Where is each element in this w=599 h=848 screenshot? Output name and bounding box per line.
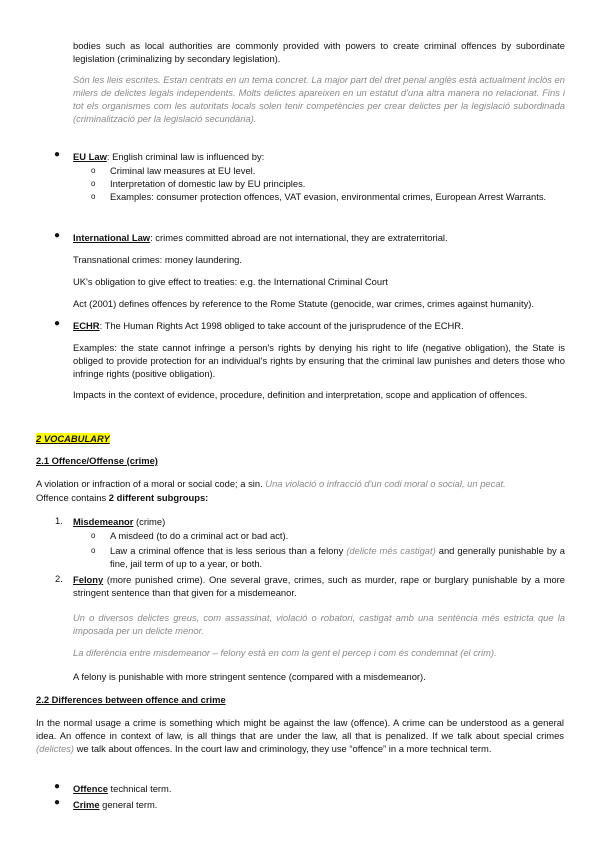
eu-law-text: : English criminal law is influenced by: [106, 151, 265, 162]
felony-note: A felony is punishable with more stringent sentence (compared with a misdemeanor). [73, 671, 426, 682]
eu-sub-item: Criminal law measures at EU level. [110, 165, 256, 176]
sub-item-text: and generally punishable by a fine, jail term of up to a year, or both. [110, 545, 565, 569]
echr-item [73, 319, 565, 332]
international-law-term: International Law [73, 232, 151, 243]
felony-catalan: Un o diversos delictes greus, com assassinat, violació o robatori, castigat amb una sentència més estricta que la imposada per un delicte menor. [73, 612, 565, 636]
sub-item-catalan: (delicte més castigat) [346, 545, 436, 556]
international-law-p2: UK's obligation to give effect to treaties: e.g. the International Criminal Court [73, 276, 388, 287]
offence-subgroups [36, 491, 564, 504]
circle-bullet-icon: o [91, 531, 96, 540]
bullet-icon: ● [54, 149, 61, 160]
intro-paragraph: bodies such as local authorities are commonly provided with powers to create criminal offences by subordinate legislation (criminalizing by secondary legislation). [73, 40, 565, 64]
crime-bullet [73, 798, 565, 811]
vocabulary-heading: 2 VOCABULARY [36, 433, 110, 444]
offence-bullet [73, 782, 565, 795]
misdemeanor-sub-item [110, 544, 565, 570]
felony-item [73, 573, 565, 599]
international-law-p1: Transnational crimes: money laundering. [73, 254, 243, 265]
subsection-heading: 2.1 Offence/Offense (crime) [36, 455, 158, 466]
differences-text: we talk about offences. In the court law and criminology, they use “offence” in a more technical term. [74, 743, 492, 754]
misdemeanor-rest: (crime) [133, 516, 166, 527]
offence-term: Offence [73, 783, 108, 794]
bullet-icon: ● [54, 318, 61, 329]
subsection-heading: 2.2 Differences between offence and crime [36, 694, 226, 705]
definition-english: A violation or infraction of a moral or social code; a sin. [36, 478, 263, 489]
misdemeanor-sub-item: A misdeed (to do a criminal act or bad act). [110, 530, 289, 541]
subgroups-intro: Offence contains [36, 492, 109, 503]
offence-desc: technical term. [107, 783, 172, 794]
offence-definition [36, 477, 564, 490]
crime-term: Crime [73, 799, 100, 810]
differences-paragraph [36, 716, 564, 755]
subgroups-count: 2 different subgroups: [108, 492, 209, 503]
international-law-p3: Act (2001) defines offences by reference to the Rome Statute (genocide, war crimes, crimes against humanity). [73, 298, 534, 309]
difference-catalan: La diferència entre misdemeanor – felony està en com la gent el percep i com és condemnat (el crim). [73, 647, 497, 658]
circle-bullet-icon: o [91, 166, 96, 175]
bullet-icon: ● [54, 230, 61, 241]
echr-p2: Impacts in the context of evidence, procedure, definition and interpretation, scope and application of offences. [73, 389, 528, 400]
echr-text: : The Human Rights Act 1998 obliged to take account of the jurisprudence of the ECHR. [99, 320, 464, 331]
felony-rest: (more punished crime). One several grave, crimes, such as murder, rape or burglary punishable by a more stringent sentence than that given for a misdemeanor. [73, 574, 565, 598]
international-law-text: : crimes committed abroad are not international, they are extraterritorial. [150, 232, 448, 243]
eu-sub-item: Examples: consumer protection offences, VAT evasion, environmental crimes, European Arrest Warrants. [110, 191, 547, 202]
misdemeanor-item [73, 515, 565, 528]
international-law-item [73, 231, 565, 244]
eu-law-item [73, 150, 565, 163]
intro-catalan-paragraph: Són les lleis escrites. Estan centrats en un tema concret. La major part del dret penal anglès està actualment inclòs en milers de delictes legals independents. Molts delictes apareixen en un estatut d'una altra manera no relacionat. Fins i tot els organismes com les autoritats locals solen tenir competències per crear delictes per la legislació subordinada (criminalització per la legislació secundària). [73, 74, 565, 124]
bullet-icon: ● [54, 797, 61, 808]
differences-text: In the normal usage a crime is something which might be against the law (offence). A crime can be understood as a general idea. An offence in context of law, is all things that are under the law, all that is penalized. If we talk about special crimes [36, 717, 564, 741]
section-heading [36, 432, 110, 445]
definition-catalan: Una violació o infracció d'un codi moral o social, un pecat. [265, 478, 506, 489]
eu-law-term: EU Law [73, 151, 107, 162]
sub-item-text: Law a criminal offence that is less serious than a felony [110, 545, 347, 556]
list-number: 1. [55, 515, 63, 526]
echr-p1: Examples: the state cannot infringe a person's rights by denying his right to life (negative obligation), the State is obliged to provide protection for an individual's rights by ensuring that the criminal law punishes and deters those who infringe rights (positive obligation). [73, 342, 565, 379]
circle-bullet-icon: o [91, 179, 96, 188]
felony-term: Felony [73, 574, 104, 585]
bullet-icon: ● [54, 781, 61, 792]
circle-bullet-icon: o [91, 546, 96, 555]
list-number: 2. [55, 573, 63, 584]
echr-term: ECHR [73, 320, 100, 331]
differences-catalan: (delictes) [36, 743, 75, 754]
misdemeanor-term: Misdemeanor [73, 516, 134, 527]
eu-sub-item: Interpretation of domestic law by EU principles. [110, 178, 306, 189]
circle-bullet-icon: o [91, 192, 96, 201]
crime-desc: general term. [99, 799, 158, 810]
